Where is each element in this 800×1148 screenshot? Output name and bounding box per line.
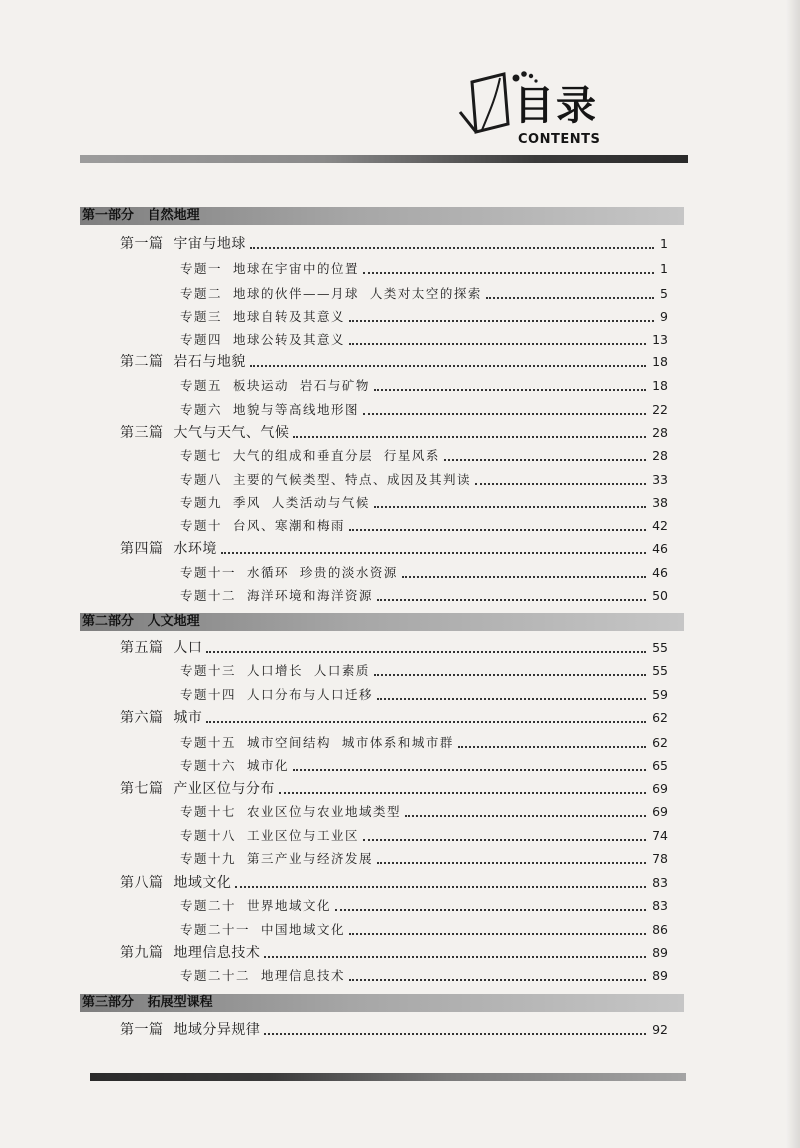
- toc-topic[interactable]: [180, 659, 668, 681]
- dot-leader: [486, 297, 654, 299]
- part-heading: 第二部分 人文地理: [80, 613, 684, 631]
- chapter-number: 第四篇: [120, 541, 164, 557]
- toc-chapter[interactable]: [120, 537, 668, 559]
- topic-title: 人口分布与人口迁移: [246, 687, 373, 702]
- topic-number: 专题十七: [180, 804, 237, 819]
- dot-leader: [250, 365, 646, 367]
- topic-title: 水循环 珍贵的淡水资源: [246, 565, 398, 580]
- page-number: 83: [652, 898, 668, 913]
- page-number: 74: [652, 828, 668, 843]
- page-number: 33: [652, 472, 668, 487]
- topic-title: 地球在宇宙中的位置: [232, 261, 359, 276]
- toc-chapter[interactable]: [120, 232, 668, 254]
- topic-title: 城市空间结构 城市体系和城市群: [246, 735, 454, 750]
- dot-leader: [363, 839, 646, 841]
- dot-leader: [458, 746, 646, 748]
- topic-title: 第三产业与经济发展: [246, 851, 373, 866]
- dot-leader: [402, 576, 646, 578]
- dot-leader: [349, 933, 646, 935]
- topic-title: 地球的伙伴——月球 人类对太空的探索: [232, 286, 482, 301]
- toc-topic[interactable]: [180, 468, 668, 490]
- dot-leader: [221, 552, 646, 554]
- chapter-number: 第七篇: [120, 781, 164, 797]
- toc-topic[interactable]: [180, 491, 668, 513]
- page-number: 46: [652, 541, 668, 556]
- toc-chapter[interactable]: [120, 706, 668, 728]
- toc-topic[interactable]: [180, 964, 668, 986]
- topic-number: 专题九: [180, 495, 223, 510]
- page-number: 89: [652, 968, 668, 983]
- page-number: 65: [652, 758, 668, 773]
- chapter-number: 第二篇: [120, 354, 164, 370]
- dot-leader: [335, 909, 646, 911]
- dot-leader: [293, 769, 646, 771]
- topic-number: 专题十九: [180, 851, 237, 866]
- topic-title: 地理信息技术: [260, 968, 345, 983]
- dot-leader: [250, 247, 654, 249]
- page-number: 69: [652, 781, 668, 796]
- chapter-number: 第五篇: [120, 640, 164, 656]
- toc-topic[interactable]: [180, 561, 668, 583]
- chapter-title: 产业区位与分布: [173, 781, 275, 797]
- dot-leader: [374, 674, 646, 676]
- topic-number: 专题七: [180, 448, 223, 463]
- dot-leader: [293, 436, 646, 438]
- page-edge-shadow: [786, 0, 800, 1148]
- topic-title: 城市化: [246, 758, 289, 773]
- dot-leader: [349, 979, 646, 981]
- toc-topic[interactable]: [180, 683, 668, 705]
- toc-topic[interactable]: [180, 754, 668, 776]
- toc-topic[interactable]: [180, 374, 668, 396]
- toc-chapter[interactable]: [120, 1018, 668, 1040]
- topic-title: 地球公转及其意义: [232, 332, 345, 347]
- page-number: 62: [652, 710, 668, 725]
- page-number: 13: [652, 332, 668, 347]
- topic-number: 专题三: [180, 309, 223, 324]
- page-number: 50: [652, 588, 668, 603]
- top-rule: [80, 155, 688, 163]
- part-heading: 第三部分 拓展型课程: [80, 994, 684, 1012]
- chapter-number: 第九篇: [120, 945, 164, 961]
- page-number: 18: [652, 354, 668, 369]
- page-number: 9: [660, 309, 668, 324]
- topic-number: 专题二十: [180, 898, 237, 913]
- dot-leader: [264, 1033, 646, 1035]
- topic-title: 地球自转及其意义: [232, 309, 345, 324]
- chapter-title: 宇宙与地球: [173, 236, 246, 252]
- toc-chapter[interactable]: [120, 636, 668, 658]
- topic-number: 专题十: [180, 518, 223, 533]
- dot-leader: [349, 343, 646, 345]
- toc-chapter[interactable]: [120, 941, 668, 963]
- chapter-title: 人口: [173, 640, 203, 656]
- toc-topic[interactable]: [180, 444, 668, 466]
- dot-leader: [374, 389, 646, 391]
- page-number: 28: [652, 448, 668, 463]
- dot-leader: [206, 651, 646, 653]
- dot-leader: [349, 529, 646, 531]
- toc-topic[interactable]: [180, 894, 668, 916]
- toc-topic[interactable]: [180, 398, 668, 420]
- toc-topic[interactable]: [180, 824, 668, 846]
- topic-title: 大气的组成和垂直分层 行星风系: [232, 448, 440, 463]
- page-number: 83: [652, 875, 668, 890]
- chapter-title: 岩石与地貌: [173, 354, 246, 370]
- topic-number: 专题十六: [180, 758, 237, 773]
- page-number: 55: [652, 640, 668, 655]
- chapter-number: 第八篇: [120, 875, 164, 891]
- topic-title: 地貌与等高线地形图: [232, 402, 359, 417]
- chapter-number: 第三篇: [120, 425, 164, 441]
- topic-number: 专题十三: [180, 663, 237, 678]
- chapter-title: 地理信息技术: [173, 945, 261, 961]
- dot-leader: [377, 862, 646, 864]
- topic-number: 专题十八: [180, 828, 237, 843]
- topic-title: 中国地域文化: [260, 922, 345, 937]
- topic-number: 专题八: [180, 472, 223, 487]
- page-number: 38: [652, 495, 668, 510]
- topic-title: 农业区位与农业地域类型: [246, 804, 401, 819]
- chapter-number: 第一篇: [120, 1022, 164, 1038]
- page-title: 目录: [514, 83, 598, 129]
- topic-title: 主要的气候类型、特点、成因及其判读: [232, 472, 471, 487]
- page-number: 69: [652, 804, 668, 819]
- page-number: 28: [652, 425, 668, 440]
- chapter-title: 城市: [173, 710, 203, 726]
- page-number: 5: [660, 286, 668, 301]
- toc-topic[interactable]: [180, 847, 668, 869]
- topic-number: 专题十五: [180, 735, 237, 750]
- part-heading: 第一部分 自然地理: [80, 207, 684, 225]
- topic-title: 季风 人类活动与气候: [232, 495, 370, 510]
- topic-number: 专题五: [180, 378, 223, 393]
- topic-title: 人口增长 人口素质: [246, 663, 370, 678]
- toc-topic[interactable]: [180, 918, 668, 940]
- chapter-title: 地域分异规律: [173, 1022, 261, 1038]
- topic-title: 海洋环境和海洋资源: [246, 588, 373, 603]
- toc-chapter[interactable]: [120, 871, 668, 893]
- topic-title: 台风、寒潮和梅雨: [232, 518, 345, 533]
- dot-leader: [475, 483, 646, 485]
- toc-chapter[interactable]: [120, 350, 668, 372]
- toc-chapter[interactable]: [120, 421, 668, 443]
- toc-topic[interactable]: [180, 800, 668, 822]
- dot-leader: [264, 956, 646, 958]
- toc-topic[interactable]: [180, 328, 668, 350]
- page-number: 1: [660, 236, 668, 251]
- page-number: 42: [652, 518, 668, 533]
- dot-leader: [374, 506, 646, 508]
- dot-leader: [363, 272, 654, 274]
- toc-topic[interactable]: [180, 282, 668, 304]
- topic-title: 板块运动 岩石与矿物: [232, 378, 370, 393]
- chapter-title: 水环境: [173, 541, 217, 557]
- toc-chapter[interactable]: [120, 777, 668, 799]
- topic-title: 世界地域文化: [246, 898, 331, 913]
- page-subtitle: CONTENTS: [518, 132, 601, 147]
- topic-number: 专题一: [180, 261, 223, 276]
- toc-topic[interactable]: [180, 305, 668, 327]
- dot-leader: [349, 320, 654, 322]
- dot-leader: [235, 886, 646, 888]
- page-number: 1: [660, 261, 668, 276]
- dot-leader: [405, 815, 646, 817]
- topic-number: 专题四: [180, 332, 223, 347]
- page-number: 55: [652, 663, 668, 678]
- toc-topic[interactable]: [180, 257, 668, 279]
- page-number: 62: [652, 735, 668, 750]
- page-number: 78: [652, 851, 668, 866]
- page-number: 92: [652, 1022, 668, 1037]
- topic-title: 工业区位与工业区: [246, 828, 359, 843]
- topic-number: 专题二: [180, 286, 223, 301]
- page-number: 46: [652, 565, 668, 580]
- dot-leader: [377, 599, 646, 601]
- dot-leader: [444, 459, 646, 461]
- toc-topic[interactable]: [180, 514, 668, 536]
- page-number: 89: [652, 945, 668, 960]
- chapter-title: 地域文化: [173, 875, 232, 891]
- dot-leader: [206, 721, 646, 723]
- topic-number: 专题二十一: [180, 922, 251, 937]
- dot-leader: [377, 698, 646, 700]
- bottom-rule: [90, 1073, 686, 1081]
- page-number: 22: [652, 402, 668, 417]
- dot-leader: [363, 413, 646, 415]
- page-number: 86: [652, 922, 668, 937]
- chapter-title: 大气与天气、气候: [173, 425, 290, 441]
- topic-number: 专题十一: [180, 565, 237, 580]
- chapter-number: 第一篇: [120, 236, 164, 252]
- topic-number: 专题十四: [180, 687, 237, 702]
- toc-topic[interactable]: [180, 731, 668, 753]
- topic-number: 专题十二: [180, 588, 237, 603]
- chapter-number: 第六篇: [120, 710, 164, 726]
- toc-topic[interactable]: [180, 584, 668, 606]
- topic-number: 专题二十二: [180, 968, 251, 983]
- page-number: 59: [652, 687, 668, 702]
- topic-number: 专题六: [180, 402, 223, 417]
- dot-leader: [279, 792, 646, 794]
- page-number: 18: [652, 378, 668, 393]
